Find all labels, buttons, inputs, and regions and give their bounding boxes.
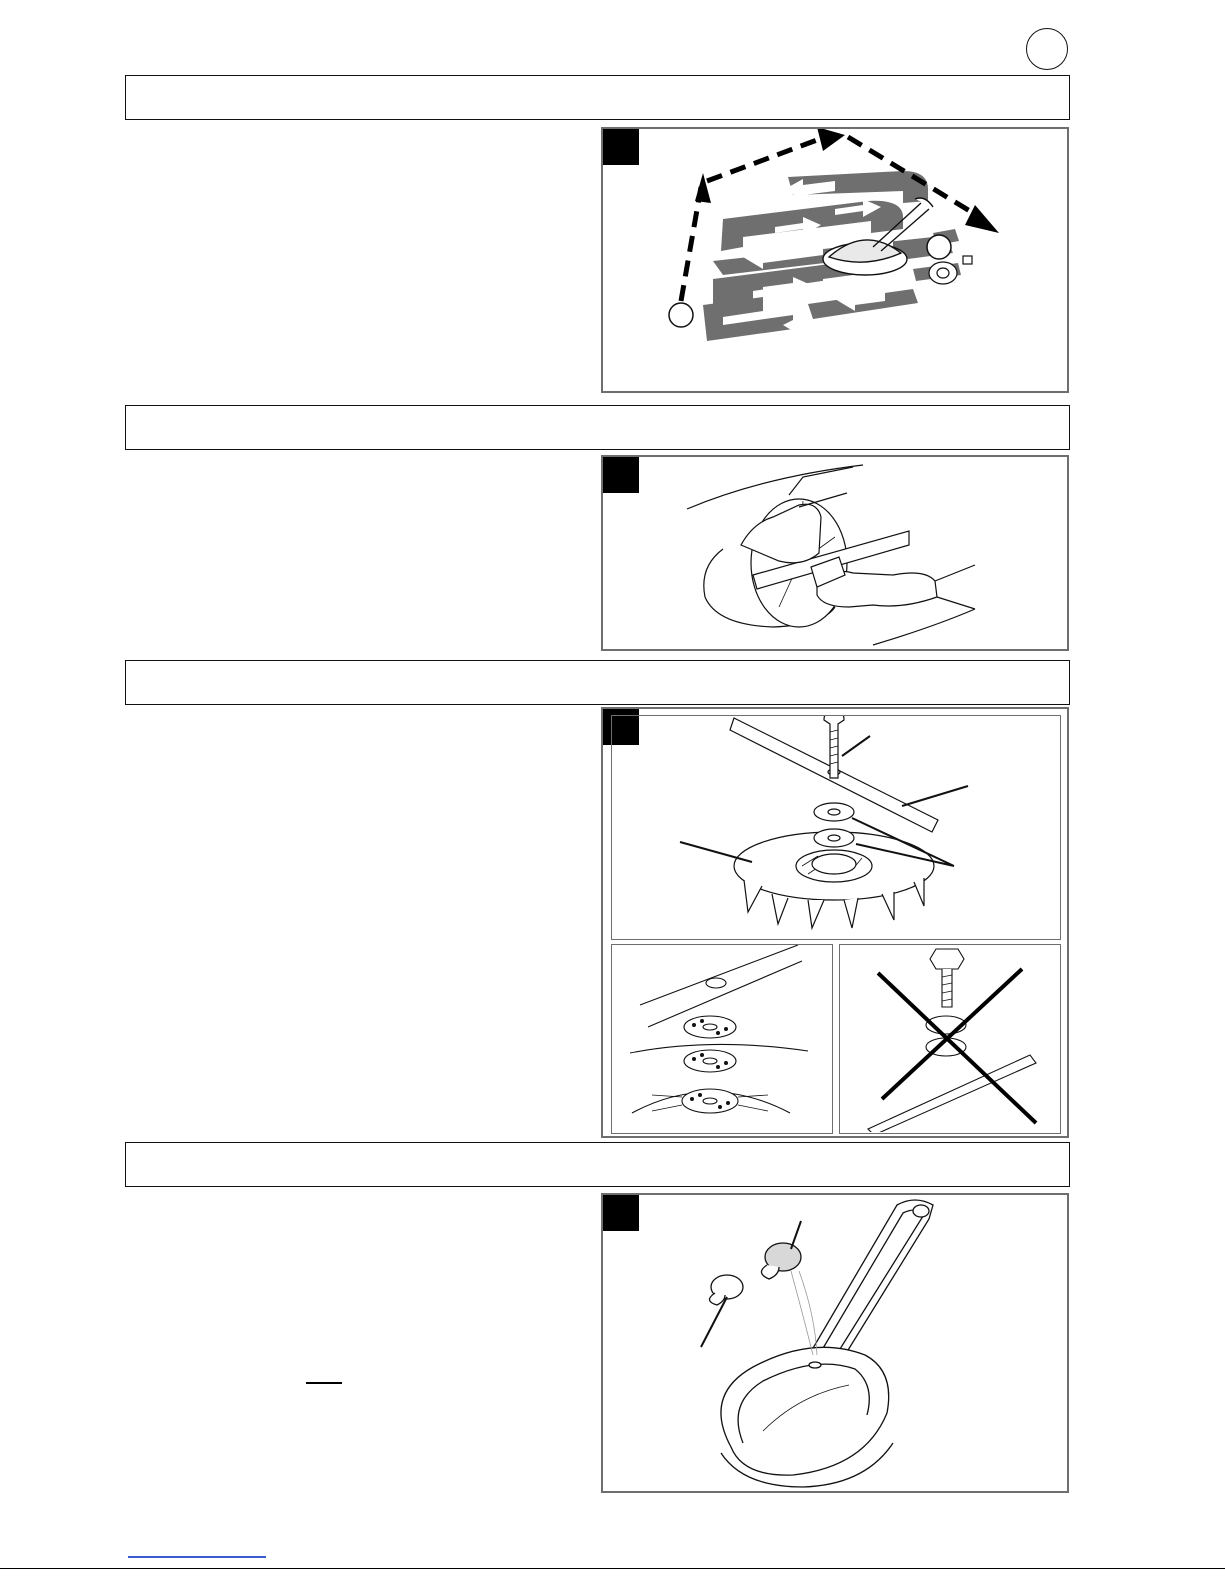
underline-mark (306, 1382, 342, 1384)
blade-leader-line (902, 786, 968, 806)
bolt-leader-line (842, 736, 870, 756)
figure-1-frame (601, 127, 1069, 393)
figure-2-frame (601, 455, 1069, 651)
section-heading-bar-1 (125, 75, 1070, 120)
page-number-circle (1026, 28, 1068, 70)
section-heading-bar-2 (125, 405, 1070, 450)
incorrect-assembly-detail (840, 945, 1059, 1132)
mower-cap-illustration (603, 1195, 1067, 1491)
section-heading-bar-4 (125, 1142, 1070, 1187)
blade-removal-illustration (603, 457, 1067, 649)
section-heading-bar-3 (125, 660, 1070, 705)
bottom-rule (0, 1568, 1225, 1569)
figure-3-panel-exploded (611, 715, 1061, 940)
end-point-marker (927, 235, 951, 259)
figure-4-frame (601, 1193, 1069, 1493)
incorrect-cross-mark (878, 969, 1036, 1123)
blade-exploded-view (612, 716, 1059, 938)
fan-leader-line (680, 842, 752, 862)
mowing-pattern-illustration (603, 129, 1067, 391)
figure-3-panel-incorrect (839, 944, 1061, 1134)
start-point-marker (669, 303, 693, 327)
figure-3-panel-correct (611, 944, 833, 1134)
footer-link[interactable] (128, 1556, 266, 1558)
figure-3-frame (601, 707, 1069, 1138)
correct-assembly-detail (612, 945, 831, 1132)
cap-leader-line-top (791, 1221, 801, 1249)
